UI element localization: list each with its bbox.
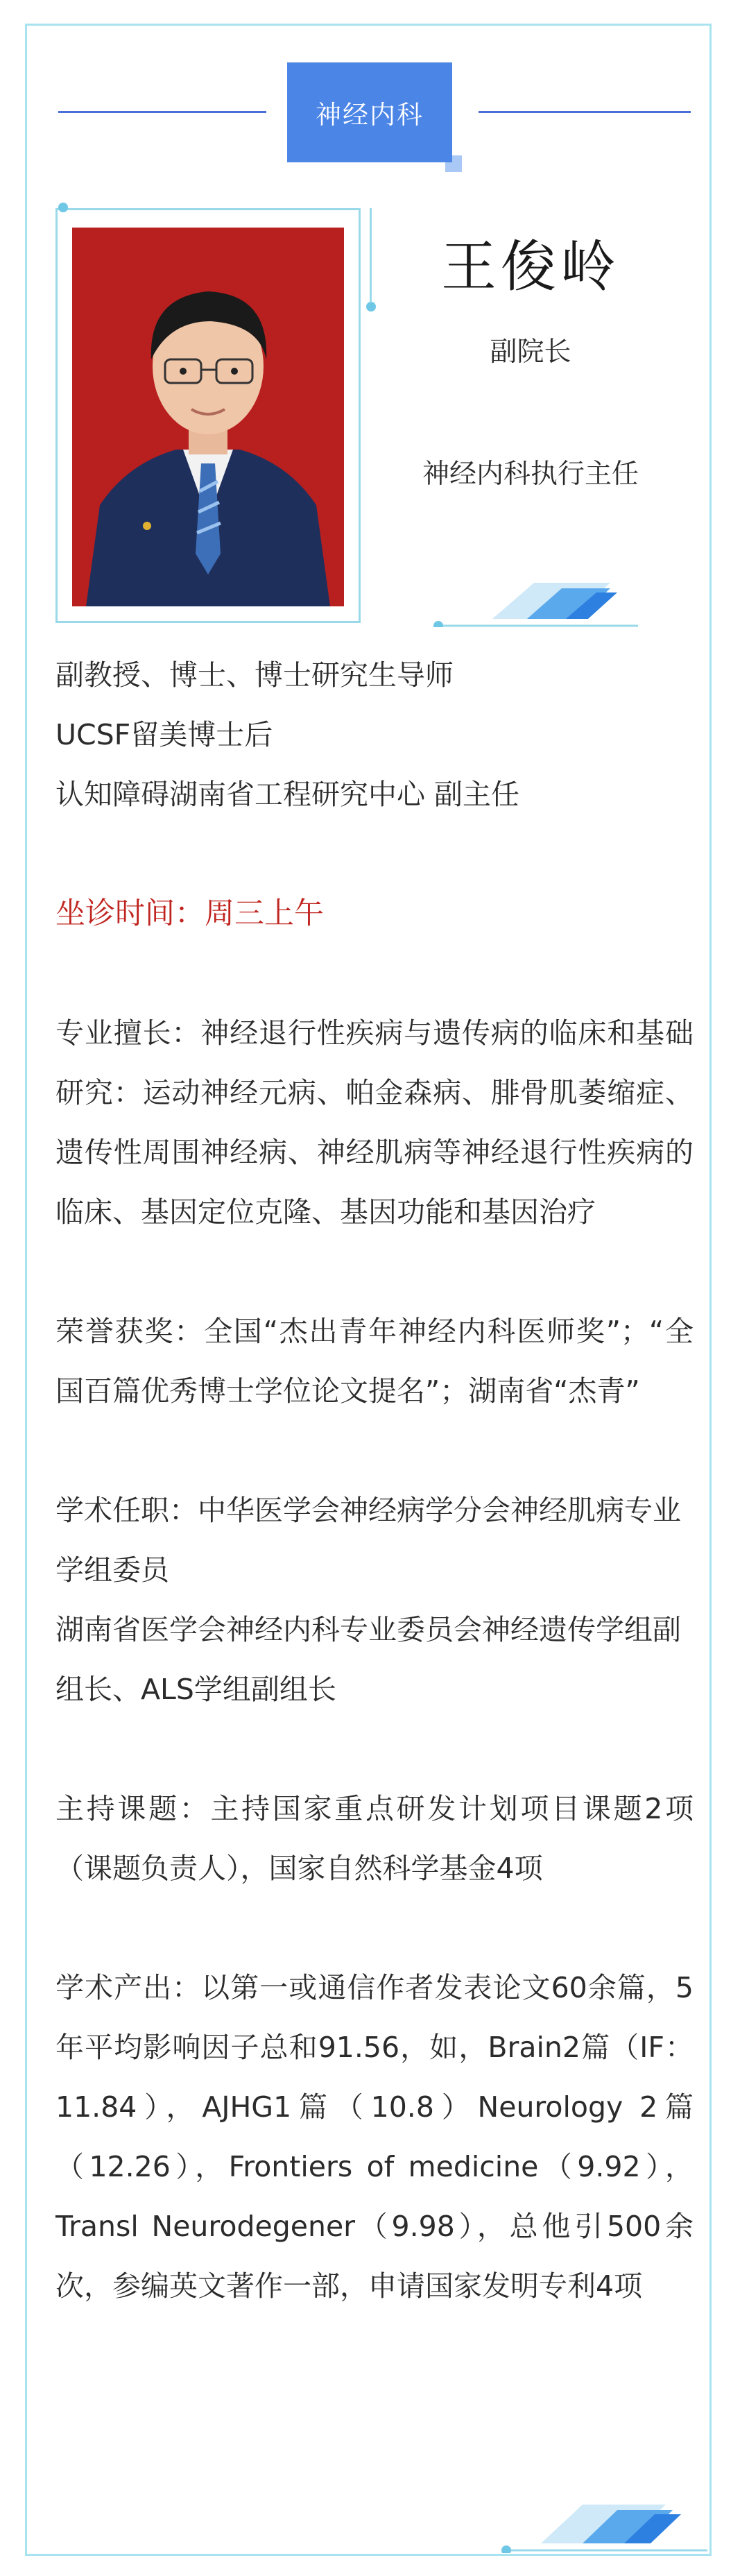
academic-output-text: 学术产出：以第一或通信作者发表论文60余篇，5年平均影响因子总和91.56，如，Brain2篇（IF：11.84），AJHG1篇（10.8）Neurology 2篇（12.26），Frontiers of medicine（9.92），Transl Neurodegener（9.98），总他引500余次，参编英文著作一部，申请国家发明专利4项 bbox=[55, 1971, 694, 2303]
portrait-illustration bbox=[72, 228, 344, 606]
doctor-title-vice-president: 副院长 bbox=[490, 336, 571, 368]
doctor-name: 王俊岭 bbox=[441, 234, 620, 299]
frame-dot-top bbox=[58, 203, 68, 212]
doctor-profile-content bbox=[55, 645, 694, 2316]
header-line-left bbox=[58, 111, 266, 113]
honors-text: 荣誉获奖：全国“杰出青年神经内科医师奖”；“全国百篇优秀博士学位论文提名”；湖南省“杰青” bbox=[55, 1315, 694, 1408]
doctor-portrait bbox=[72, 228, 344, 606]
frame-dot-right bbox=[366, 302, 376, 312]
credential-line: 认知障碍湖南省工程研究中心 副主任 bbox=[55, 778, 520, 811]
projects-text: 主持课题：主持国家重点研发计划项目课题2项（课题负责人），国家自然科学基金4项 bbox=[55, 1792, 694, 1885]
header-line-right bbox=[479, 111, 691, 113]
positions-text: 学术任职：中华医学会神经病学分会神经肌病专业学组委员 bbox=[55, 1494, 681, 1587]
department-badge: 神经内科 bbox=[287, 62, 452, 162]
clinic-time: 坐诊时间：周三上午 bbox=[55, 896, 324, 931]
positions-text: 湖南省医学会神经内科专业委员会神经遗传学组副组长、ALS学组副组长 bbox=[55, 1613, 681, 1706]
credential-line: 副教授、博士、博士研究生导师 bbox=[55, 658, 454, 692]
credential-line: UCSF留美博士后 bbox=[55, 718, 273, 751]
decor-stripes-top bbox=[430, 579, 638, 627]
frame-connector bbox=[370, 208, 372, 302]
decor-stripes-bottom bbox=[499, 2498, 707, 2553]
specialty-text: 专业擅长：神经退行性疾病与遗传病的临床和基础研究：运动神经元病、帕金森病、腓骨肌萎缩症、遗传性周围神经病、神经肌病等神经退行性疾病的临床、基因定位克隆、基因功能和基因治疗 bbox=[55, 1016, 694, 1229]
doctor-title-department-director: 神经内科执行主任 bbox=[422, 459, 639, 490]
